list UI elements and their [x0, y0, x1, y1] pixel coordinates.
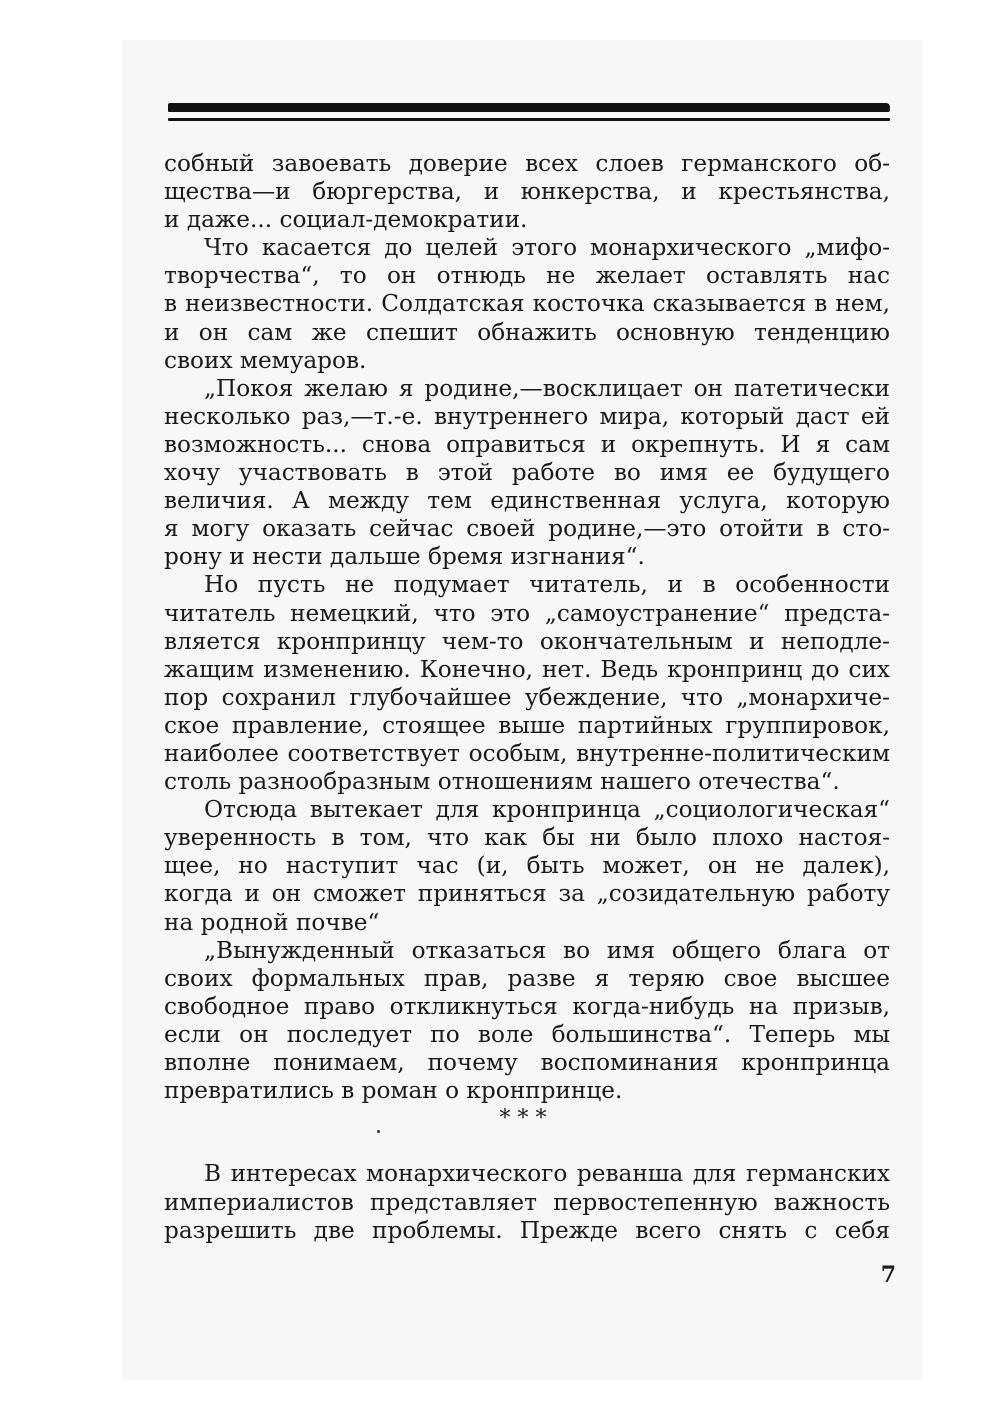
text-line: на родной почве“ [164, 908, 380, 936]
text-line: щее, но наступит час (и, быть может, он не далек), [164, 852, 890, 880]
text-line: хочу участвовать в этой работе во имя ее будущего [164, 459, 890, 487]
text-line: превратились в роман о кронпринце. [164, 1077, 623, 1105]
text-line: уверенность в том, что как бы ни было плохо настоя- [164, 824, 890, 852]
final-paragraph [164, 1160, 890, 1246]
text-line: ское правление, стоящее выше партийных группировок, [164, 711, 890, 739]
text-line: Что касается до целей этого монархического „мифо- [204, 234, 890, 262]
text-line: наиболее соответствует особым, внутренне-политическим [164, 739, 890, 767]
text-line: свободное право откликнуться когда-нибудь на призыв, [164, 992, 890, 1020]
text-line: щества—и бюргерства, и юнкерства, и крестьянства, [164, 178, 890, 206]
main-text [164, 150, 890, 1105]
text-line: возможность... снова оправиться и окрепнуть. И я сам [164, 430, 890, 458]
page-number: 7 [880, 1262, 896, 1288]
text-line: читатель немецкий, что это „самоустранение“ предста- [164, 599, 890, 627]
text-line: величия. А между тем единственная услуга, которую [164, 487, 890, 515]
text-line: жащим изменению. Конечно, нет. Ведь кронпринц до сих [164, 655, 890, 683]
text-line: пор сохранил глубочайшее убеждение, что „монархиче- [164, 683, 890, 711]
text-line: „Вынужденный отказаться во имя общего блага от [204, 936, 890, 964]
text-line: Но пусть не подумает читатель, и в особенности [204, 571, 890, 599]
text-line: если он последует по воле большинства“. Теперь мы [164, 1020, 890, 1048]
text-line: вляется кронпринцу чем-то окончательным и неподле- [164, 627, 890, 655]
text-line: В интересах монархического реванша для германских [204, 1160, 890, 1187]
text-line: и даже... социал-демократии. [164, 206, 528, 234]
header-rule-thick [168, 103, 890, 112]
text-line: своих мемуаров. [164, 346, 367, 374]
text-line: своих формальных прав, разве я теряю свое высшее [164, 964, 890, 992]
text-line: я могу оказать сейчас своей родине,—это отойти в сто- [164, 515, 890, 543]
text-line: собный завоевать доверие всех слоев германского об- [164, 150, 890, 177]
text-line: в неизвестности. Солдатская косточка сказывается в нем, [164, 290, 890, 318]
text-line: рону и нести дальше бремя изгнания“. [164, 543, 645, 571]
text-line: творчества“, то он отнюдь не желает оставлять нас [164, 262, 890, 290]
header-rule-thin [168, 118, 890, 121]
section-separator: * * * [499, 1106, 547, 1131]
text-line: вполне понимаем, почему воспоминания кронпринца [164, 1049, 890, 1076]
text-line: „Покоя желаю я родине,—восклицает он патетически [204, 374, 890, 402]
text-line: Отсюда вытекает для кронпринца „социологическая“ [204, 796, 890, 824]
text-line: и он сам же спешит обнажить основную тенденцию [164, 318, 890, 346]
text-line: разрешить две проблемы. Прежде всего снять с себя [164, 1217, 890, 1245]
text-line: когда и он сможет приняться за „созидательную работу [164, 880, 890, 908]
text-line: столь разнообразным отношениям нашего отечества“. [164, 768, 840, 796]
print-speck [377, 1130, 380, 1133]
text-line: империалистов представляет первостепенную важность [164, 1188, 890, 1216]
text-line: несколько раз,—т.-е. внутреннего мира, который даст ей [164, 402, 890, 430]
